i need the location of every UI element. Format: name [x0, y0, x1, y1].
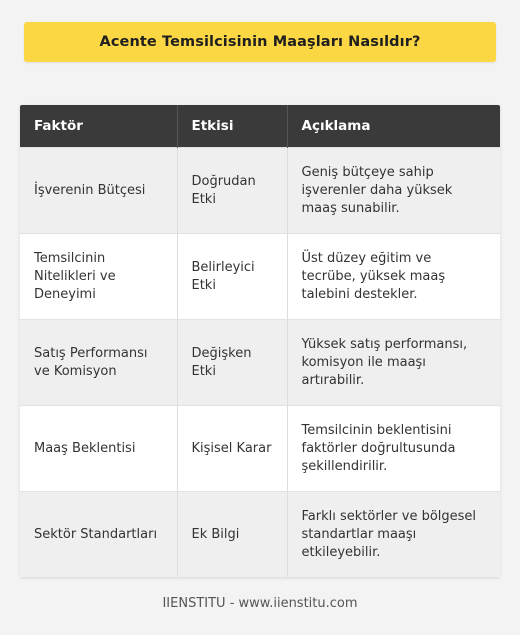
description-cell: Geniş bütçeye sahip işverenler daha yüksek maaş sunabilir. [287, 148, 500, 234]
effect-cell: Değişken Etki [177, 320, 287, 406]
table-row [20, 406, 500, 492]
description-cell: Farklı sektörler ve bölgesel standartlar maaşı etkileyebilir. [287, 492, 500, 578]
factor-cell: Sektör Standartları [20, 492, 177, 578]
table-header-row [20, 105, 500, 148]
factor-cell: Maaş Beklentisi [20, 406, 177, 492]
header-description: Açıklama [287, 105, 500, 148]
table-row [20, 234, 500, 320]
table-row [20, 320, 500, 406]
factor-cell: Satış Performansı ve Komisyon [20, 320, 177, 406]
table-row [20, 148, 500, 234]
title-banner [24, 22, 496, 62]
effect-cell: Kişisel Karar [177, 406, 287, 492]
footer-credit: IIENSTITU - www.iienstitu.com [162, 596, 358, 611]
effect-cell: Ek Bilgi [177, 492, 287, 578]
effect-cell: Doğrudan Etki [177, 148, 287, 234]
table-row [20, 492, 500, 578]
factor-cell: Temsilcinin Nitelikleri ve Deneyimi [20, 234, 177, 320]
description-cell: Üst düzey eğitim ve tecrübe, yüksek maaş talebini destekler. [287, 234, 500, 320]
description-cell: Yüksek satış performansı, komisyon ile maaşı artırabilir. [287, 320, 500, 406]
header-factor: Faktör [20, 105, 177, 148]
table-header [20, 105, 500, 148]
table-body [20, 148, 500, 578]
header-effect: Etkisi [177, 105, 287, 148]
factor-cell: İşverenin Bütçesi [20, 148, 177, 234]
page-title: Acente Temsilcisinin Maaşları Nasıldır? [99, 34, 421, 50]
salary-factors-table-container [20, 105, 500, 577]
effect-cell: Belirleyici Etki [177, 234, 287, 320]
description-cell: Temsilcinin beklentisini faktörler doğrultusunda şekillendirilir. [287, 406, 500, 492]
salary-factors-table [20, 105, 500, 577]
